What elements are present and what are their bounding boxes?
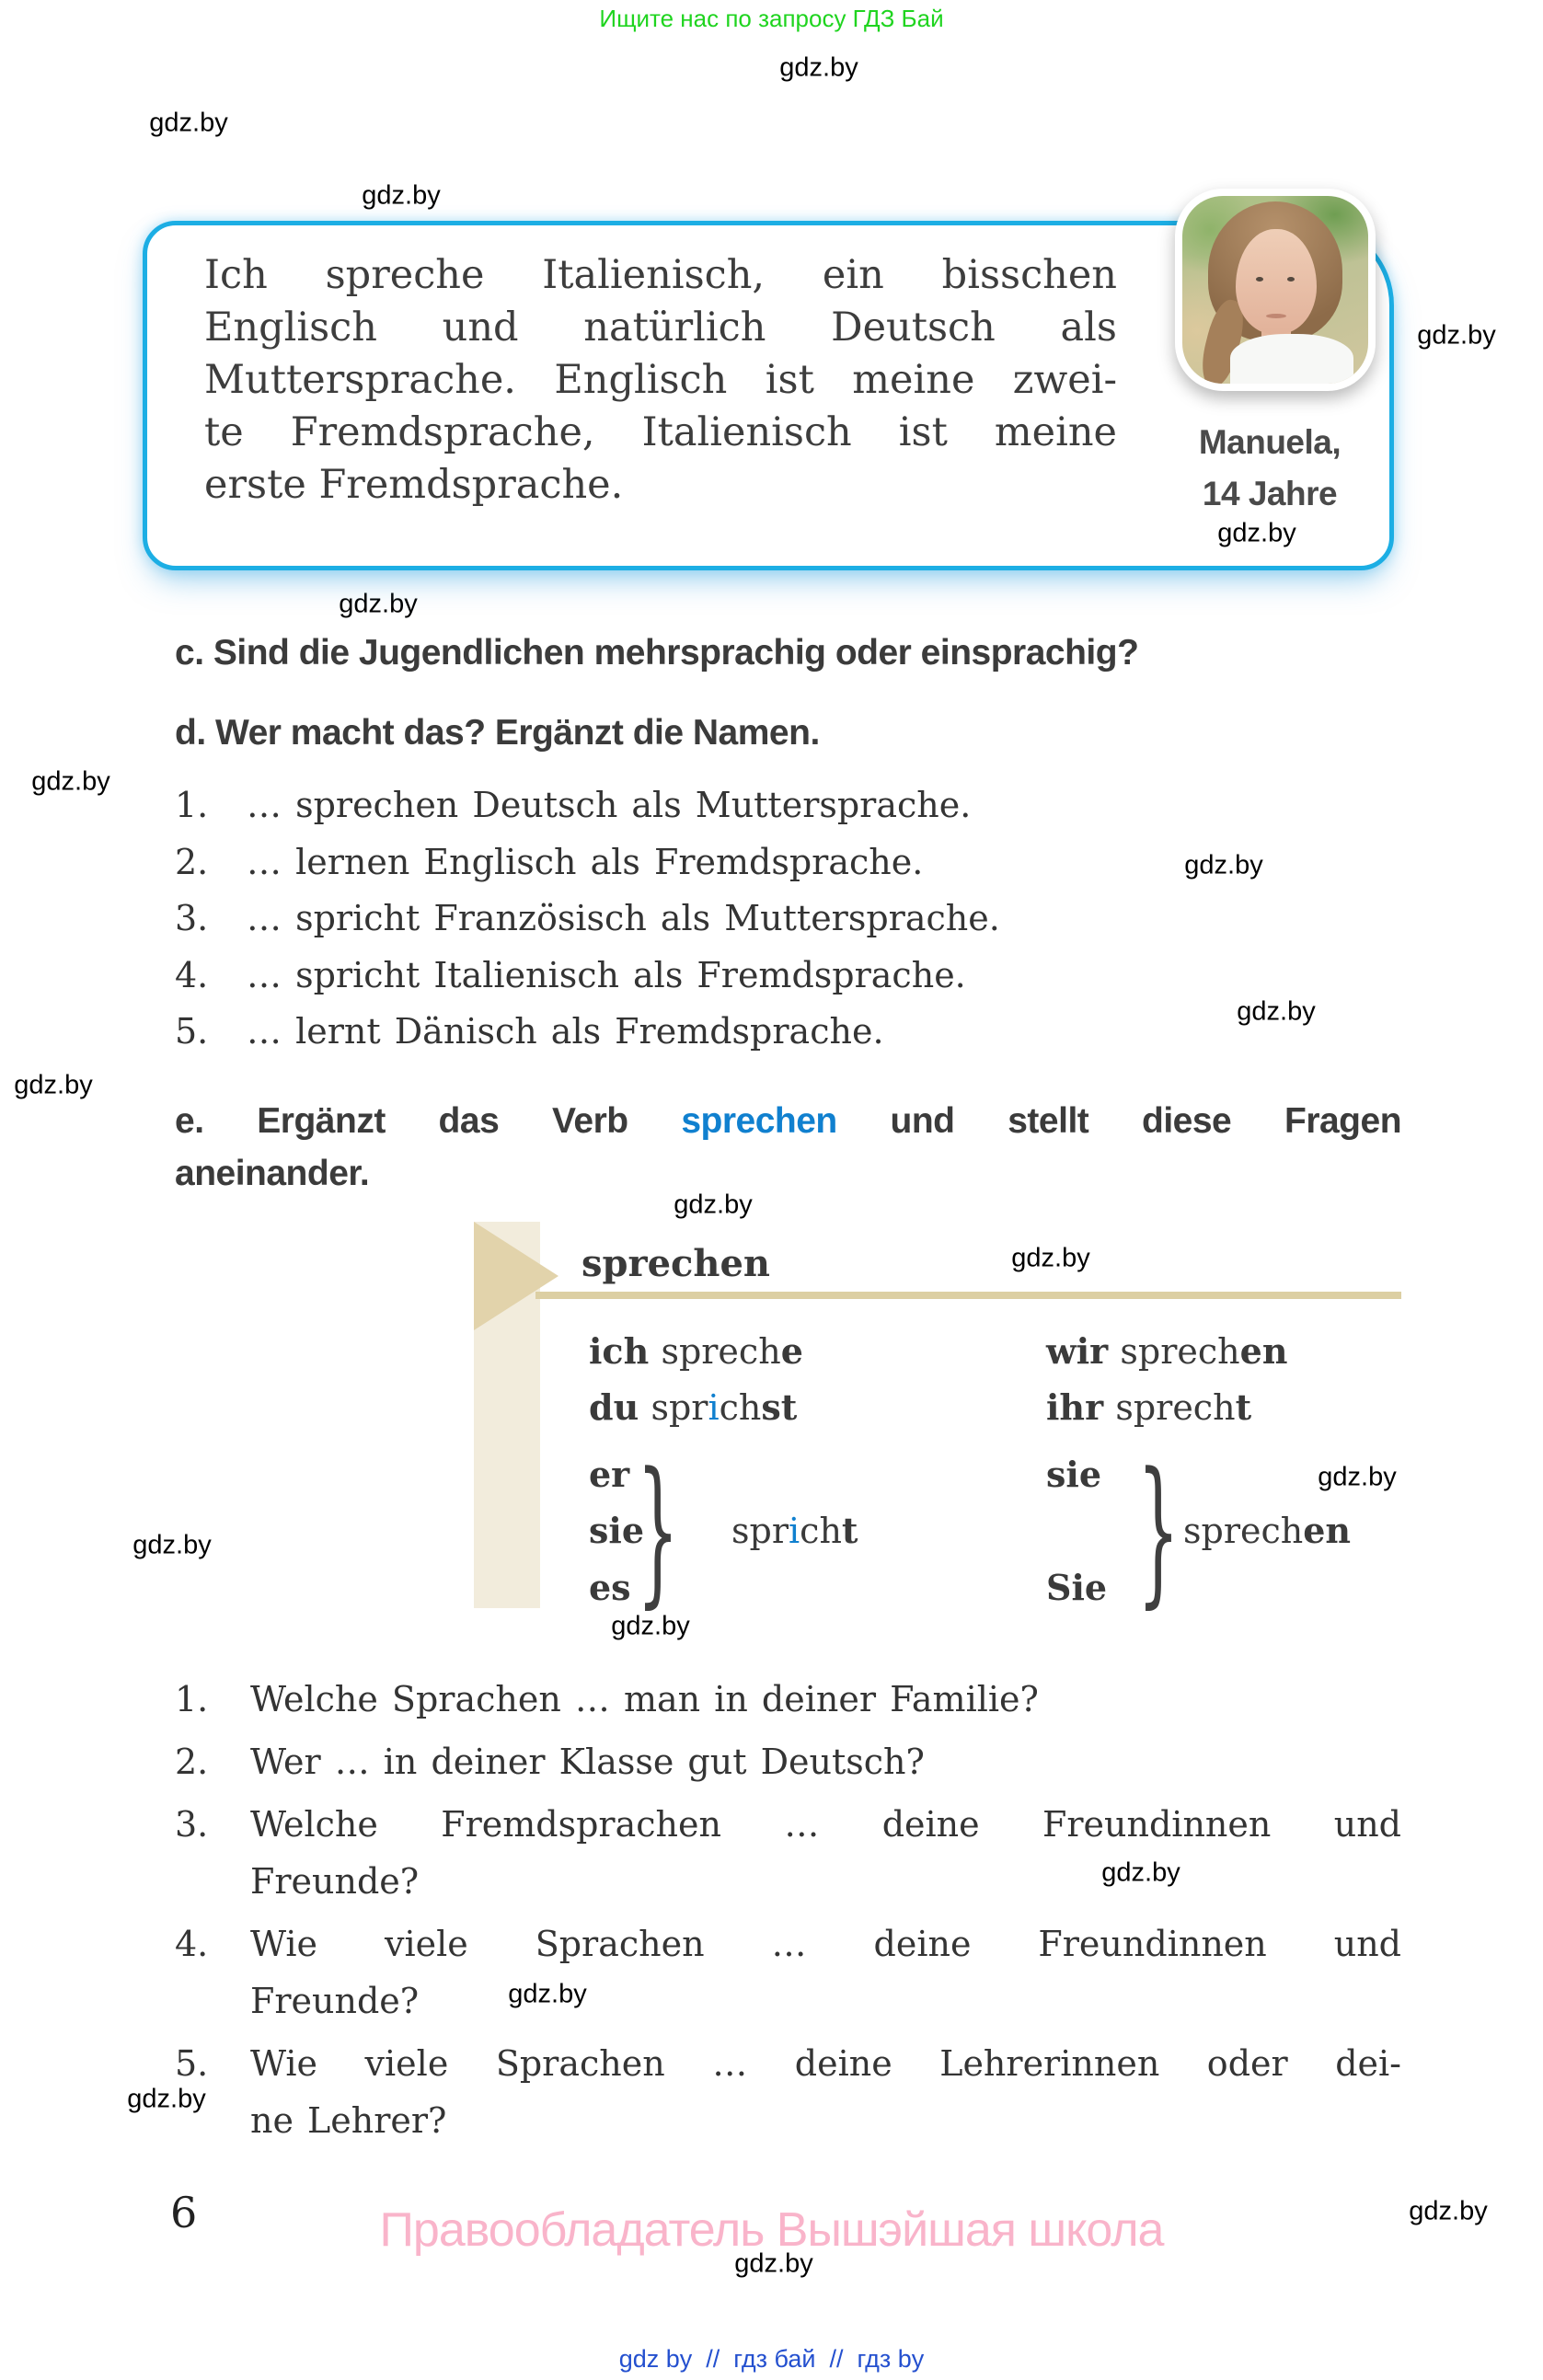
task-d-heading: d. Wer macht das? Ergänzt die Namen. — [175, 713, 820, 753]
page-number: 6 — [170, 2188, 198, 2237]
gdz-watermark: gdz.by — [779, 52, 858, 83]
gdz-watermark: gdz.by — [1011, 1243, 1090, 1273]
task-e-heading — [175, 1095, 1401, 1200]
question-text: Freunde? — [250, 1861, 420, 1902]
speech-bubble-text — [204, 249, 1117, 512]
task-e-line2: aneinander. — [175, 1154, 370, 1193]
list-item — [175, 948, 1408, 1005]
question-item — [175, 2035, 1401, 2149]
list-item — [175, 891, 1408, 948]
conjugation-du: du sprichst — [589, 1386, 798, 1428]
conjugation-sprechen-plural: sprechen — [1183, 1510, 1352, 1551]
question-number: 4. — [175, 1924, 209, 1964]
task-e-suffix: und stellt diese Fragen — [890, 1101, 1402, 1141]
pronoun-es: es — [589, 1567, 631, 1608]
list-item — [175, 834, 1408, 891]
question-item — [175, 1915, 1401, 2029]
question-item — [175, 1796, 1401, 1910]
shirt-shape — [1230, 334, 1353, 384]
task-d-list — [175, 777, 1408, 1061]
list-item — [175, 1004, 1408, 1061]
gdz-watermark: gdz.by — [508, 1979, 587, 2009]
bubble-line: erste Fremdsprache. — [204, 462, 624, 508]
question-number: 3. — [175, 1804, 209, 1845]
bubble-line: Muttersprache. Englisch ist meine zwei- — [204, 357, 1117, 403]
gdz-watermark: gdz.by — [339, 589, 418, 619]
gdz-watermark: gdz.by — [1184, 850, 1263, 880]
gdz-watermark: gdz.by — [1417, 320, 1496, 351]
item-text: … lernen Englisch als Fremdsprache. — [247, 841, 924, 882]
task-e-line1 — [175, 1095, 1401, 1147]
question-text: Wer … in deiner Klasse gut Deutsch? — [250, 1742, 925, 1782]
photo-caption — [1199, 417, 1341, 520]
item-number: 4. — [175, 954, 209, 995]
gdz-watermark: gdz.by — [734, 2248, 813, 2279]
bubble-line: Englisch und natürlich Deutsch als — [204, 305, 1117, 351]
footer-links: gdz by // гдз бай // гдз by — [618, 2345, 925, 2373]
pronoun-sie: sie — [589, 1510, 645, 1551]
pronoun-sie-formal: Sie — [1046, 1567, 1108, 1608]
gdz-watermark: gdz.by — [1318, 1462, 1397, 1492]
item-text: … sprechen Deutsch als Muttersprache. — [247, 785, 972, 825]
question-item — [175, 1733, 1401, 1790]
question-number: 2. — [175, 1742, 209, 1782]
person-age: 14 Jahre — [1202, 475, 1338, 512]
conjugation-ich: ich spreche — [589, 1330, 803, 1372]
gdz-watermark: gdz.by — [14, 1070, 93, 1100]
conjugation-wir: wir sprechen — [1046, 1330, 1288, 1372]
gdz-watermark: gdz.by — [149, 108, 228, 138]
question-text: Welche Sprachen … man in deiner Familie? — [250, 1679, 1039, 1719]
item-number: 1. — [175, 785, 209, 825]
task-c-heading: c. Sind die Jugendlichen mehrsprachig oder einsprachig? — [175, 633, 1139, 673]
portrait-image — [1182, 196, 1368, 384]
curly-brace-icon: } — [1137, 1438, 1180, 1623]
gdz-watermark: gdz.by — [611, 1611, 690, 1641]
gdz-watermark: gdz.by — [31, 766, 110, 797]
publisher-line: Правообладатель Вышэйшая школа — [379, 2203, 1164, 2257]
question-item — [175, 1671, 1401, 1728]
question-text: Wie viele Sprachen … deine Freundinnen und — [250, 1924, 1401, 1964]
question-text: Freunde? — [250, 1981, 420, 2021]
item-text: … lernt Dänisch als Fremdsprache. — [247, 1011, 884, 1052]
question-number: 5. — [175, 2043, 209, 2084]
pronoun-sie-plural: sie — [1046, 1454, 1102, 1495]
list-item — [175, 777, 1408, 834]
item-text: … spricht Italienisch als Fremdsprache. — [247, 954, 966, 995]
curly-brace-icon: } — [637, 1438, 679, 1623]
gdz-watermark: gdz.by — [127, 2084, 206, 2114]
person-name: Manuela, — [1198, 423, 1341, 461]
eye-shape — [1287, 277, 1295, 282]
task-e-label: e. — [175, 1101, 204, 1141]
promo-banner: Ищите нас по запросу ГДЗ Бай — [599, 5, 944, 32]
conjugation-spricht: spricht — [731, 1510, 858, 1551]
item-number: 2. — [175, 841, 209, 882]
gdz-watermark: gdz.by — [132, 1530, 212, 1560]
gdz-watermark: gdz.by — [1217, 518, 1296, 548]
pronoun-er: er — [589, 1454, 630, 1495]
question-list — [175, 1671, 1401, 2149]
question-text: Wie viele Sprachen … deine Lehrerinnen oder dei- — [250, 2043, 1401, 2084]
gdz-watermark: gdz.by — [1101, 1857, 1180, 1888]
manuela-photo — [1175, 189, 1376, 391]
gdz-watermark: gdz.by — [362, 180, 441, 211]
eye-shape — [1256, 277, 1263, 282]
task-e-verb: sprechen — [681, 1101, 837, 1141]
item-text: … spricht Französisch als Muttersprache. — [247, 898, 1000, 938]
question-number: 1. — [175, 1679, 209, 1719]
item-number: 3. — [175, 898, 209, 938]
bubble-line: Ich spreche Italienisch, ein bisschen — [204, 252, 1117, 298]
item-number: 5. — [175, 1011, 209, 1052]
gdz-watermark: gdz.by — [1237, 996, 1316, 1027]
gdz-watermark: gdz.by — [1409, 2196, 1488, 2226]
mouth-shape — [1266, 314, 1286, 318]
gdz-watermark: gdz.by — [674, 1190, 753, 1220]
verb-table-title: sprechen — [582, 1242, 770, 1285]
question-text: ne Lehrer? — [250, 2100, 447, 2141]
bubble-line: te Fremdsprache, Italienisch ist meine — [204, 409, 1117, 455]
question-text: Welche Fremdsprachen … deine Freundinnen und — [250, 1804, 1401, 1845]
table-rule — [535, 1292, 1401, 1299]
task-e-prefix: Ergänzt das Verb — [257, 1101, 628, 1141]
conjugation-ihr: ihr sprecht — [1046, 1386, 1252, 1428]
